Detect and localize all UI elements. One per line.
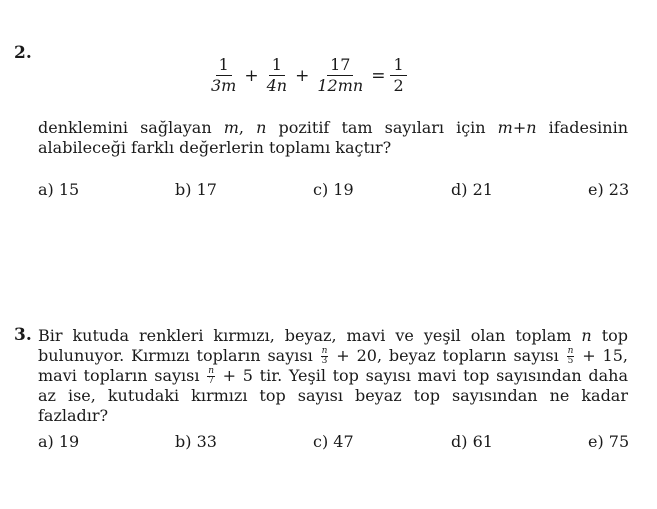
fraction-denominator: 2	[393, 76, 404, 95]
question-2-number: 2.	[14, 43, 32, 63]
text-segment: Bir kutuda renkleri kırmızı, beyaz, mavi ve yeşil olan toplam	[38, 326, 582, 345]
question-3-choice-e[interactable]: e) 75	[588, 432, 630, 451]
question-2-choice-d[interactable]: d) 21	[451, 180, 493, 199]
fraction-numerator: 1	[269, 56, 285, 76]
variable-n: n	[526, 118, 537, 137]
fraction-n-over-3	[321, 347, 329, 366]
plus-sign: +	[295, 65, 310, 86]
fraction-numerator: n	[321, 346, 328, 356]
text-segment: top bulunuyor. Kırmızı topların sayısı	[38, 326, 629, 365]
fraction-denominator: 3m	[211, 76, 237, 95]
question-2-equation	[206, 56, 409, 95]
fraction-n-over-5	[567, 347, 575, 366]
question-2-choice-b[interactable]: b) 17	[175, 180, 217, 199]
variable-m: m	[497, 118, 513, 137]
fraction-numerator: 1	[390, 56, 406, 76]
text-segment: ,	[238, 118, 257, 137]
question-3-choice-b[interactable]: b) 33	[175, 432, 217, 451]
text-segment: ifadesinin alabileceği farklı değerlerin toplamı kaçtır?	[38, 118, 628, 157]
fraction-denominator: 5	[567, 356, 574, 366]
question-3-choice-d[interactable]: d) 61	[451, 432, 493, 451]
fraction-denominator: 12mn	[317, 76, 364, 95]
text-segment: + 15, mavi topların sayısı	[38, 346, 629, 385]
equals-sign: =	[371, 65, 386, 86]
fraction-numerator: 1	[216, 56, 232, 76]
text-segment: denklemini sağlayan	[38, 118, 224, 137]
variable-m: m	[223, 118, 239, 137]
variable-n: n	[581, 326, 592, 345]
fraction-17-over-12mn	[314, 56, 366, 95]
question-2-choice-a[interactable]: a) 15	[38, 180, 80, 199]
text-segment: + 20, beyaz topların sayısı	[329, 346, 566, 365]
question-2-text	[38, 118, 628, 158]
fraction-numerator: 17	[327, 56, 353, 76]
text-segment: + 5 tir. Yeşil top sayısı mavi top sayısından daha az ise, kutudaki kırmızı top sayısı beyaz top sayısından ne kadar fazladır?	[38, 366, 629, 425]
text-segment: pozitif tam sayıları için	[266, 118, 498, 137]
question-3-choice-a[interactable]: a) 19	[38, 432, 80, 451]
fraction-numerator: n	[567, 346, 574, 356]
question-3-text	[38, 326, 628, 426]
fraction-denominator: 3	[321, 356, 328, 366]
question-3-choice-c[interactable]: c) 47	[313, 432, 354, 451]
fraction-n-over-7	[207, 367, 215, 386]
question-2-choice-e[interactable]: e) 23	[588, 180, 630, 199]
plus-sign: +	[512, 118, 527, 137]
plus-sign: +	[244, 65, 259, 86]
question-2-choice-c[interactable]: c) 19	[313, 180, 354, 199]
fraction-1-over-4n	[264, 56, 290, 95]
fraction-denominator: 4n	[266, 76, 288, 95]
fraction-denominator: 7	[208, 376, 214, 386]
fraction-1-over-2	[390, 56, 406, 95]
fraction-1-over-3m	[208, 56, 239, 95]
variable-n: n	[256, 118, 267, 137]
fraction-numerator: n	[208, 366, 214, 376]
question-3-number: 3.	[14, 325, 32, 345]
